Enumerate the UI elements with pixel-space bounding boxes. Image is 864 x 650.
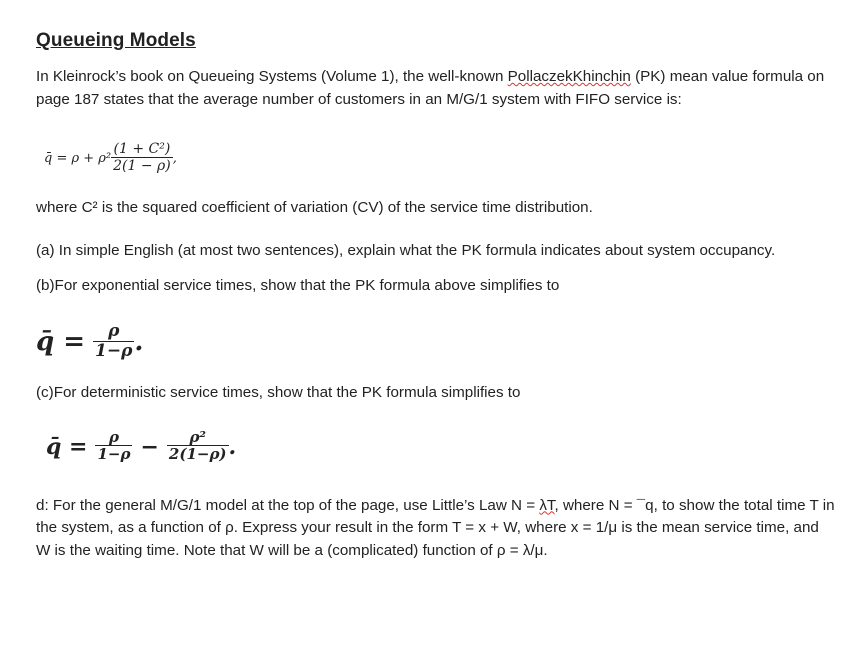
exponential-formula-lhs: q̄ = xyxy=(36,326,86,357)
intro-text-start: In Kleinrock’s book on Queueing Systems (Volume 1), the well-known xyxy=(36,68,508,85)
part-d-text-end: , where N = ¯q, to show the total time T in the system, as a function of ρ. Express your result in the form T = x + W, where x = 1/μ is the mean service time, and W is the waiting time. Note that W will be a (complicated) function of ρ = λ/μ. xyxy=(36,496,835,559)
deterministic-formula-fraction-2 xyxy=(167,427,229,464)
intro-paragraph xyxy=(36,66,836,111)
pk-formula xyxy=(44,133,836,183)
part-c-paragraph: (c)For deterministic service times, show that the PK formula simplifies to xyxy=(36,383,521,401)
deterministic-formula xyxy=(46,419,836,475)
exponential-formula-denominator: 1−ρ xyxy=(95,340,133,361)
spellcheck-flagged-word-lambda[interactable]: λT xyxy=(539,496,555,514)
deterministic-formula-numerator-2: ρ² xyxy=(189,427,206,446)
part-b-paragraph: (b)For exponential service times, show that the PK formula above simplifies to xyxy=(36,277,560,295)
pk-formula-numerator: (1 + C²) xyxy=(113,141,171,158)
deterministic-formula-period: . xyxy=(228,433,237,460)
exponential-formula-numerator: ρ xyxy=(108,320,120,341)
deterministic-formula-minus: − xyxy=(140,433,159,460)
spellcheck-flagged-word[interactable]: PollaczekKhinchin xyxy=(507,68,631,85)
pk-formula-lhs: q̄ = ρ + ρ² xyxy=(44,150,112,166)
pk-formula-fraction xyxy=(111,142,173,174)
where-paragraph: where C² is the squared coefficient of variation (CV) of the service time distribution. xyxy=(36,199,593,217)
part-d-text-start: d: For the general M/G/1 model at the top of the page, use Little’s Law N = xyxy=(36,496,540,514)
exponential-formula-period: . xyxy=(134,326,144,357)
intro-text-end: (PK) mean value formula on page 187 states that the average number of customers in an M/G/1 system with FIFO service is: xyxy=(36,68,825,108)
exponential-formula xyxy=(36,318,836,366)
exponential-formula-fraction xyxy=(93,320,134,361)
part-a-paragraph: (a) In simple English (at most two sentences), explain what the PK formula indicates about system occupancy. xyxy=(36,241,776,259)
deterministic-formula-numerator-1: ρ xyxy=(108,427,119,446)
deterministic-formula-denominator-1: 1−ρ xyxy=(97,445,131,464)
document-body xyxy=(36,30,836,562)
deterministic-formula-denominator-2: 2(1−ρ) xyxy=(168,445,227,464)
deterministic-formula-fraction-1 xyxy=(95,427,132,464)
pk-formula-denominator: 2(1 − ρ) xyxy=(113,157,171,174)
pk-formula-comma: , xyxy=(172,150,177,166)
part-d-paragraph xyxy=(36,495,836,563)
deterministic-formula-lhs: q̄ = xyxy=(46,433,88,460)
page-title: Queueing Models xyxy=(36,30,196,51)
